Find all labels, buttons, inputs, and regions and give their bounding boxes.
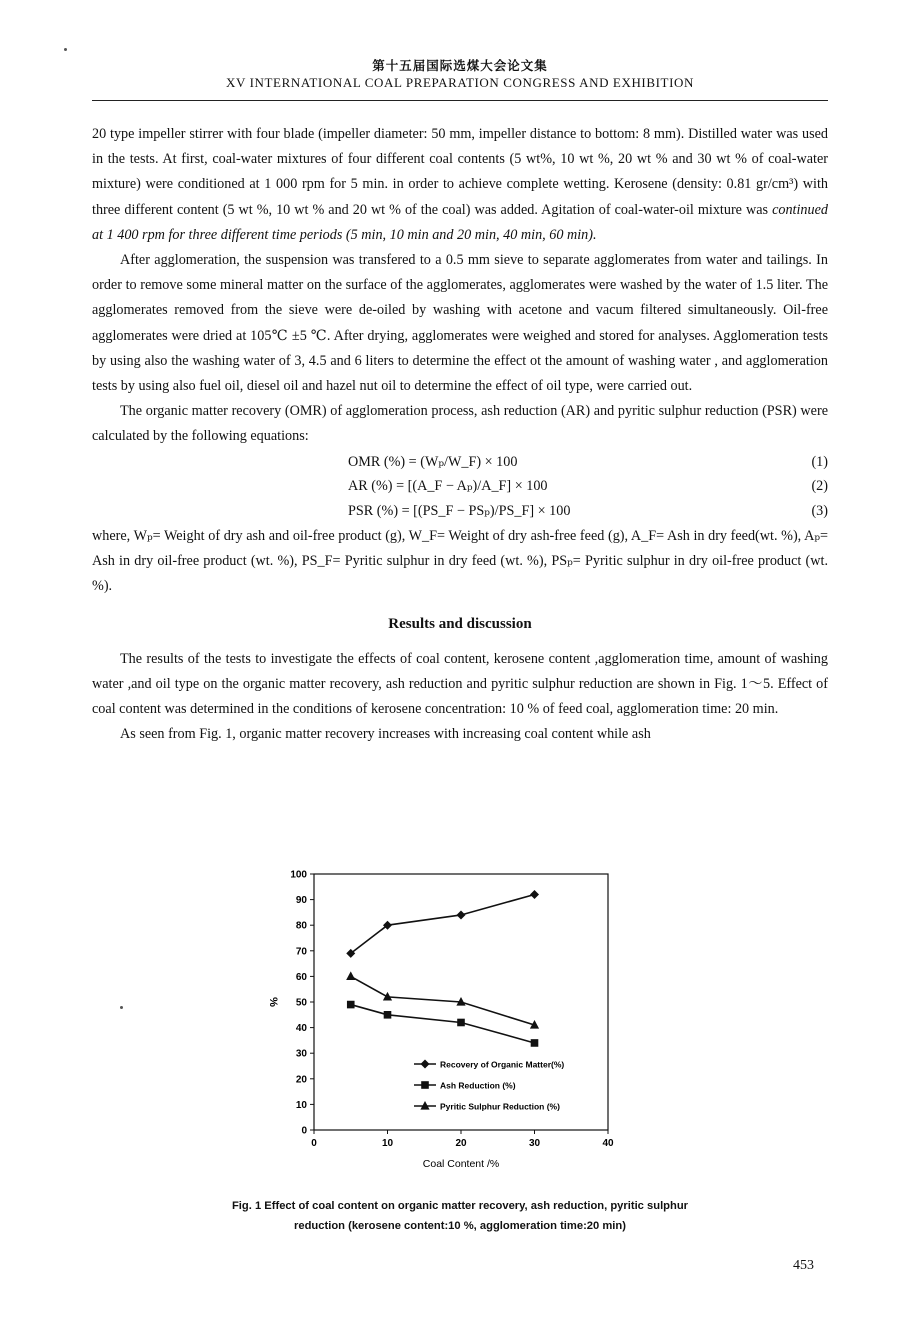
paragraph-definitions: where, Wₚ= Weight of dry ash and oil-free product (g), W_F= Weight of dry ash-free feed (g), A_F= Ash in dry feed(wt. %), Aₚ= Ash in dry oil-free product (wt. %), PS_F= Pyritic sulphur in dry feed (wt. %), PSₚ= Pyritic sulphur in dry oil-free product (wt. %).: [92, 528, 828, 595]
header-rule: [92, 100, 828, 101]
paragraph-method-italic: continued at 1 400 rpm for three different time periods (5 min, 10 min and 20 min, 40 min, 60 min).: [92, 201, 829, 243]
series-line-1: [351, 894, 535, 953]
caption-line-1: Fig. 1 Effect of coal content on organic matter recovery, ash reduction, pyritic sulphur: [231, 1200, 689, 1212]
data-point-series-2: [457, 1019, 465, 1027]
body-text: [92, 122, 828, 747]
data-point-series-2: [531, 1039, 539, 1047]
data-point-series-1: [457, 910, 466, 919]
figure-1: [230, 864, 650, 1184]
x-tick-label: 0: [311, 1138, 317, 1149]
equation-expression: PSR (%) = [(PS_F − PSₚ)/PS_F] × 100: [348, 503, 571, 520]
header-english-title: XV INTERNATIONAL COAL PREPARATION CONGRESS AND EXHIBITION: [225, 75, 695, 90]
paragraph-agglomeration: After agglomeration, the suspension was transfered to a 0.5 mm sieve to separate agglomerates from water and tailings. In order to remove some mineral matter on the surface of the agglomerates, agglomerates were washed by the water of 1.5 liter. The agglomerates removed from the sieve were de-oiled by washing with acetone and vacum filtered simultaneously. Oil-free agglomerates were dried at 105℃ ±5 ℃. After drying, agglomerates were weighed and stored for analyses. Agglomeration tests by using also the washing water of 3, 4.5 and 6 liters to determine the effect ot the amount of washing water , and agglomeration tests by using also fuel oil, diesel oil and hazel nut oil to determine the effect of oil type, were carried out.: [92, 252, 828, 395]
legend-marker-2: [421, 1081, 429, 1089]
legend-label-3: Pyritic Sulphur Reduction (%): [440, 1101, 560, 1112]
equation-1: [92, 450, 828, 475]
paragraph-results: The results of the tests to investigate the effects of coal content, kerosene content ,agglomeration time, amount of washing water ,and oil type on the organic matter recovery, ash reduction and pyritic sulphur reduction are shown in Fig. 1～5. Effect of coal content was determined in the conditions of kerosene concentration: 10 % of feed coal, agglomeration time: 20 min.: [92, 650, 828, 718]
legend-label-2: Ash Reduction (%): [440, 1080, 516, 1091]
y-tick-label: 10: [295, 1099, 307, 1111]
equation-2: [92, 474, 828, 499]
equation-expression: OMR (%) = (Wₚ/W_F) × 100: [348, 453, 518, 470]
page-number: 453: [793, 1258, 814, 1273]
section-heading: Results and discussion: [388, 615, 532, 632]
running-header: [92, 58, 828, 91]
y-tick-label: 100: [290, 869, 307, 881]
series-line-2: [351, 1005, 535, 1043]
paragraph-method: [92, 122, 828, 248]
equation-number: (1): [811, 453, 828, 470]
scan-speck: [120, 1006, 123, 1009]
y-tick-label: 0: [301, 1125, 307, 1137]
paragraph-equations-intro: The organic matter recovery (OMR) of agglomeration process, ash reduction (AR) and pyritic sulphur reduction (PSR) were calculated by the following equations:: [92, 403, 828, 445]
y-axis-label: %: [267, 997, 279, 1007]
data-point-series-2: [384, 1011, 392, 1019]
equation-expression: AR (%) = [(A_F − Aₚ)/A_F] × 100: [348, 478, 548, 495]
legend-marker-1: [421, 1060, 430, 1069]
equation-number: (2): [811, 478, 828, 495]
y-tick-label: 60: [295, 971, 307, 983]
line-chart: [230, 864, 650, 1184]
data-point-series-1: [530, 890, 539, 899]
header-chinese-title: 第十五届国际选煤大会论文集: [372, 58, 548, 73]
data-point-series-2: [347, 1001, 355, 1009]
x-tick-label: 20: [455, 1138, 467, 1149]
series-line-3: [351, 976, 535, 1025]
equation-number: (3): [811, 503, 828, 520]
x-tick-label: 10: [381, 1138, 394, 1149]
paragraph-fig1-discussion: As seen from Fig. 1, organic matter recovery increases with increasing coal content while ash: [120, 726, 651, 743]
y-tick-label: 70: [295, 946, 307, 958]
y-tick-label: 30: [295, 1048, 307, 1060]
x-axis-label: Coal Content /%: [422, 1158, 500, 1170]
data-point-series-3: [346, 971, 355, 980]
scan-speck: [64, 48, 67, 51]
legend-label-1: Recovery of Organic Matter(%): [440, 1059, 565, 1070]
y-tick-label: 80: [295, 920, 307, 932]
x-tick-label: 30: [528, 1138, 541, 1149]
y-tick-label: 50: [295, 997, 307, 1009]
paragraph-method-text: 20 type impeller stirrer with four blade (impeller diameter: 50 mm, impeller distance to bottom: 8 mm). Distilled water was used in the tests. At first, coal-water mixtures of four different coal contents (5 wt%, 10 wt %, 20 wt % and 30 wt % of coal-water mixture) were conditioned at 1 000 rpm for 5 min. in order to achieve complete wetting. Kerosene (density: 0.81 gr/cm³) with three different content (5 wt %, 10 wt % and 20 wt % of the coal) was added. Agitation of coal-water-oil mixture was: [92, 126, 828, 218]
y-tick-label: 90: [295, 895, 307, 907]
caption-line-2: reduction (kerosene content:10 %, agglomeration time:20 min): [294, 1220, 626, 1232]
x-tick-label: 40: [602, 1138, 614, 1149]
y-tick-label: 20: [295, 1074, 307, 1086]
data-point-series-3: [383, 992, 392, 1001]
figure-caption: [170, 1196, 750, 1236]
equation-3: [92, 499, 828, 524]
y-tick-label: 40: [295, 1023, 307, 1035]
